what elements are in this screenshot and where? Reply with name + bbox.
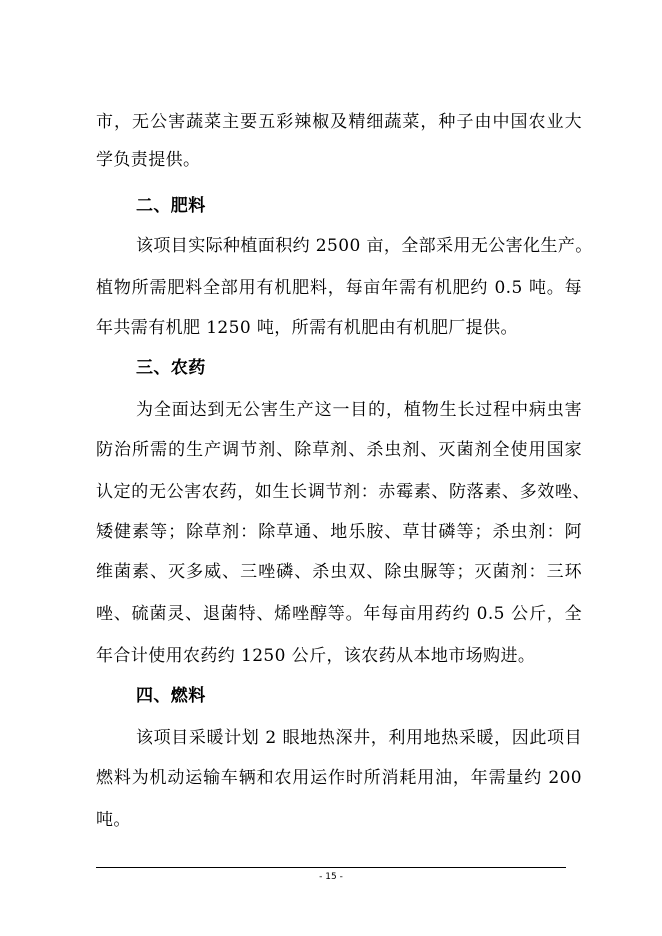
paragraph-line: 燃料为机动运输车辆和农用运作时所消耗用油，年需量约 200 [96,768,582,788]
section-heading-fertilizer: 二、肥料 [136,196,206,216]
paragraph-line: 年合计使用农药约 1250 公斤，该农药从本地市场购进。 [96,646,536,666]
section-heading-pesticide: 三、农药 [136,358,206,378]
footer-divider [96,867,566,868]
paragraph-line: 该项目实际种植面积约 2500 亩，全部采用无公害化生产。 [136,236,593,256]
paragraph-line: 认定的无公害农药，如生长调节剂：赤霉素、防落素、多效唑、 [96,482,590,502]
paragraph-line: 吨。 [96,810,131,830]
section-heading-fuel: 四、燃料 [136,686,206,706]
paragraph-line: 矮健素等；除草剂：除草通、地乐胺、草甘磷等；杀虫剂：阿 [96,522,582,542]
paragraph-line: 唑、硫菌灵、退菌特、烯唑醇等。年每亩用药约 0.5 公斤，全 [96,604,582,624]
paragraph-line: 维菌素、灭多威、三唑磷、杀虫双、除虫脲等；灭菌剂：三环 [96,562,582,582]
paragraph-line: 年共需有机肥 1250 吨，所需有机肥由有机肥厂提供。 [96,318,518,338]
paragraph-line: 市，无公害蔬菜主要五彩辣椒及精细蔬菜，种子由中国农业大 [96,112,582,132]
paragraph-line: 防治所需的生产调节剂、除草剂、杀虫剂、灭菌剂全使用国家 [96,440,582,460]
paragraph-line: 植物所需肥料全部用有机肥料，每亩年需有机肥约 0.5 吨。每 [96,278,582,298]
paragraph-line: 学负责提供。 [96,150,201,170]
page-number: - 15 - [319,872,343,882]
paragraph-line: 为全面达到无公害生产这一目的，植物生长过程中病虫害 [136,400,582,420]
paragraph-line: 该项目采暖计划 2 眼地热深井，利用地热采暖，因此项目 [136,728,582,748]
